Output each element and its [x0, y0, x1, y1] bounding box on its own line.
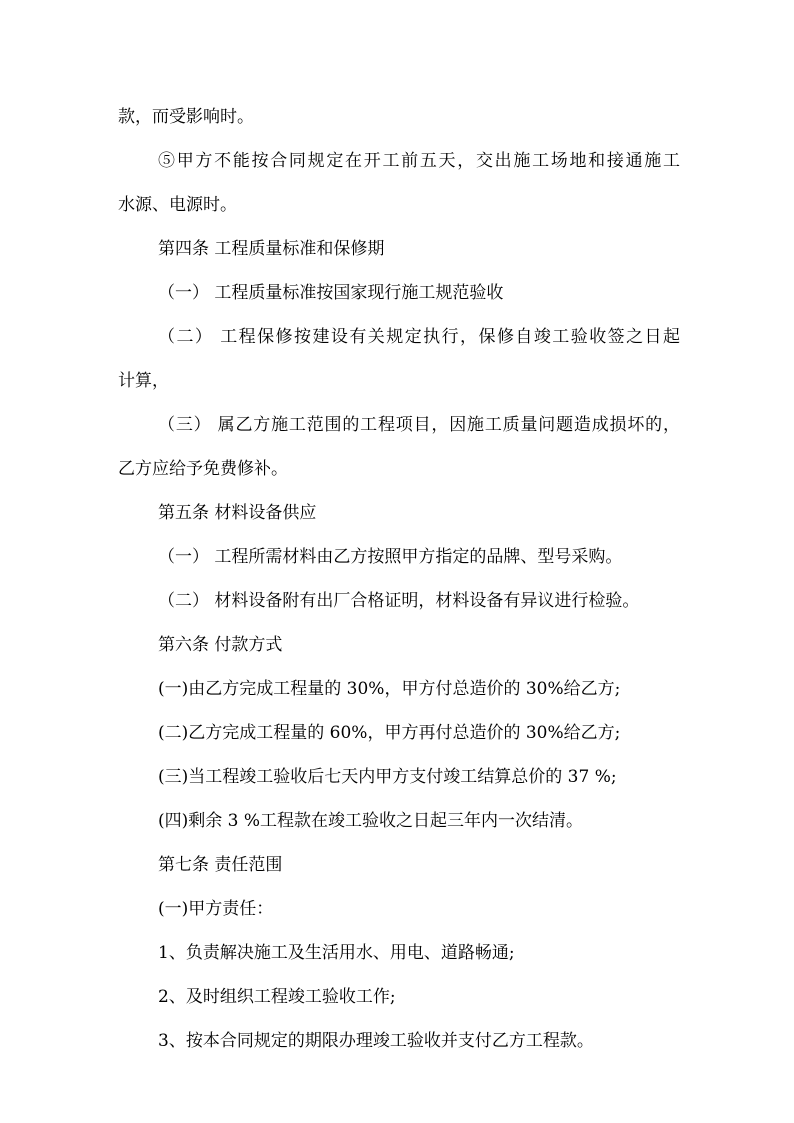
paragraph-line: ⑤甲方不能按合同规定在开工前五天，交出施工场地和接通施工 — [158, 151, 680, 171]
paragraph-line: 乙方应给予免费修补。 — [118, 459, 288, 479]
section-heading: 第四条 工程质量标准和保修期 — [158, 239, 385, 259]
paragraph-line: （三） 属乙方施工范围的工程项目，因施工质量问题造成损坏的， — [158, 415, 680, 435]
section-heading: 第六条 付款方式 — [158, 635, 283, 655]
paragraph-line: （二） 材料设备附有出厂合格证明，材料设备有异议进行检验。 — [158, 591, 640, 611]
paragraph-line: (三)当工程竣工验收后七天内甲方支付竣工结算总价的 37 %; — [158, 767, 617, 787]
paragraph-line: 2、及时组织工程竣工验收工作; — [158, 987, 396, 1007]
paragraph-line: （二） 工程保修按建设有关规定执行，保修自竣工验收签之日起 — [158, 327, 680, 347]
paragraph-line: 款，而受影响时。 — [118, 107, 254, 127]
paragraph-line: (二)乙方完成工程量的 60%，甲方再付总造价的 30%给乙方; — [158, 723, 621, 743]
paragraph-line: (一)甲方责任： — [158, 899, 274, 919]
paragraph-line: 计算， — [118, 371, 169, 391]
section-heading: 第五条 材料设备供应 — [158, 503, 317, 523]
paragraph-line: (四)剩余 3 %工程款在竣工验收之日起三年内一次结清。 — [158, 811, 584, 831]
paragraph-line: 3、按本合同规定的期限办理竣工验收并支付乙方工程款。 — [158, 1031, 594, 1051]
paragraph-line: （一） 工程质量标准按国家现行施工规范验收 — [158, 283, 504, 303]
section-heading: 第七条 责任范围 — [158, 855, 283, 875]
paragraph-line: (一)由乙方完成工程量的 30%，甲方付总造价的 30%给乙方; — [158, 679, 621, 699]
paragraph-line: 水源、电源时。 — [118, 195, 237, 215]
paragraph-line: 1、负责解决施工及生活用水、用电、道路畅通; — [158, 943, 515, 963]
paragraph-line: （一） 工程所需材料由乙方按照甲方指定的品牌、型号采购。 — [158, 547, 623, 567]
